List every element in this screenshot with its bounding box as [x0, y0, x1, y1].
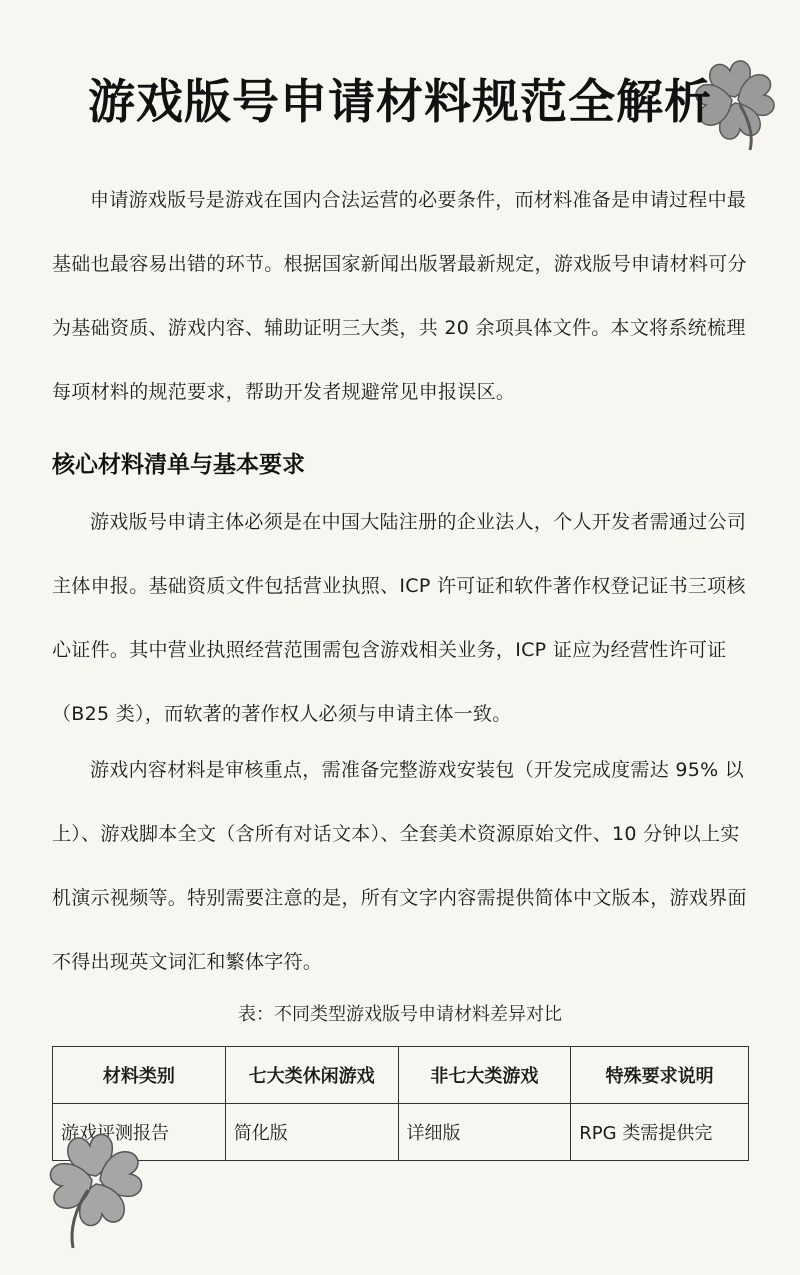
- clover-icon: [38, 1120, 158, 1250]
- table-cell: 简化版: [225, 1104, 398, 1161]
- section-paragraph-2: 游戏内容材料是审核重点，需准备完整游戏安装包（开发完成度需达 95% 以上）、游戏脚本全文（含所有对话文本）、全套美术资源原始文件、10 分钟以上实机演示视频等。特别需要注意的是，所有文字内容需提供简体中文版本，游戏界面不得出现英文词汇和繁体字符。: [52, 759, 747, 973]
- table-header-cell: 七大类休闲游戏: [225, 1047, 398, 1104]
- table-cell: RPG 类需提供完: [571, 1104, 749, 1161]
- table-header-cell: 特殊要求说明: [571, 1047, 749, 1104]
- section-paragraph-1: 游戏版号申请主体必须是在中国大陆注册的企业法人，个人开发者需通过公司主体申报。基础资质文件包括营业执照、ICP 许可证和软件著作权登记证书三项核心证件。其中营业执照经营范围需包含游戏相关业务，ICP 证应为经营性许可证（B25 类），而软著的著作权人必须与申请主体一致。: [52, 511, 747, 725]
- intro-paragraph: 申请游戏版号是游戏在国内合法运营的必要条件，而材料准备是申请过程中最基础也最容易出错的环节。根据国家新闻出版署最新规定，游戏版号申请材料可分为基础资质、游戏内容、辅助证明三大类，共 20 余项具体文件。本文将系统梳理每项材料的规范要求，帮助开发者规避常见申报误区。: [52, 189, 747, 403]
- table-caption: 表：不同类型游戏版号申请材料差异对比: [238, 1004, 562, 1025]
- table-header-cell: 非七大类游戏: [398, 1047, 571, 1104]
- table-header-cell: 材料类别: [53, 1047, 226, 1104]
- table-header-row: [53, 1047, 749, 1104]
- section-heading: 核心材料清单与基本要求: [52, 452, 305, 478]
- table-cell: 详细版: [398, 1104, 571, 1161]
- page-title: 游戏版号申请材料规范全解析: [88, 75, 712, 130]
- table-cell: 游戏评测报告: [53, 1104, 226, 1161]
